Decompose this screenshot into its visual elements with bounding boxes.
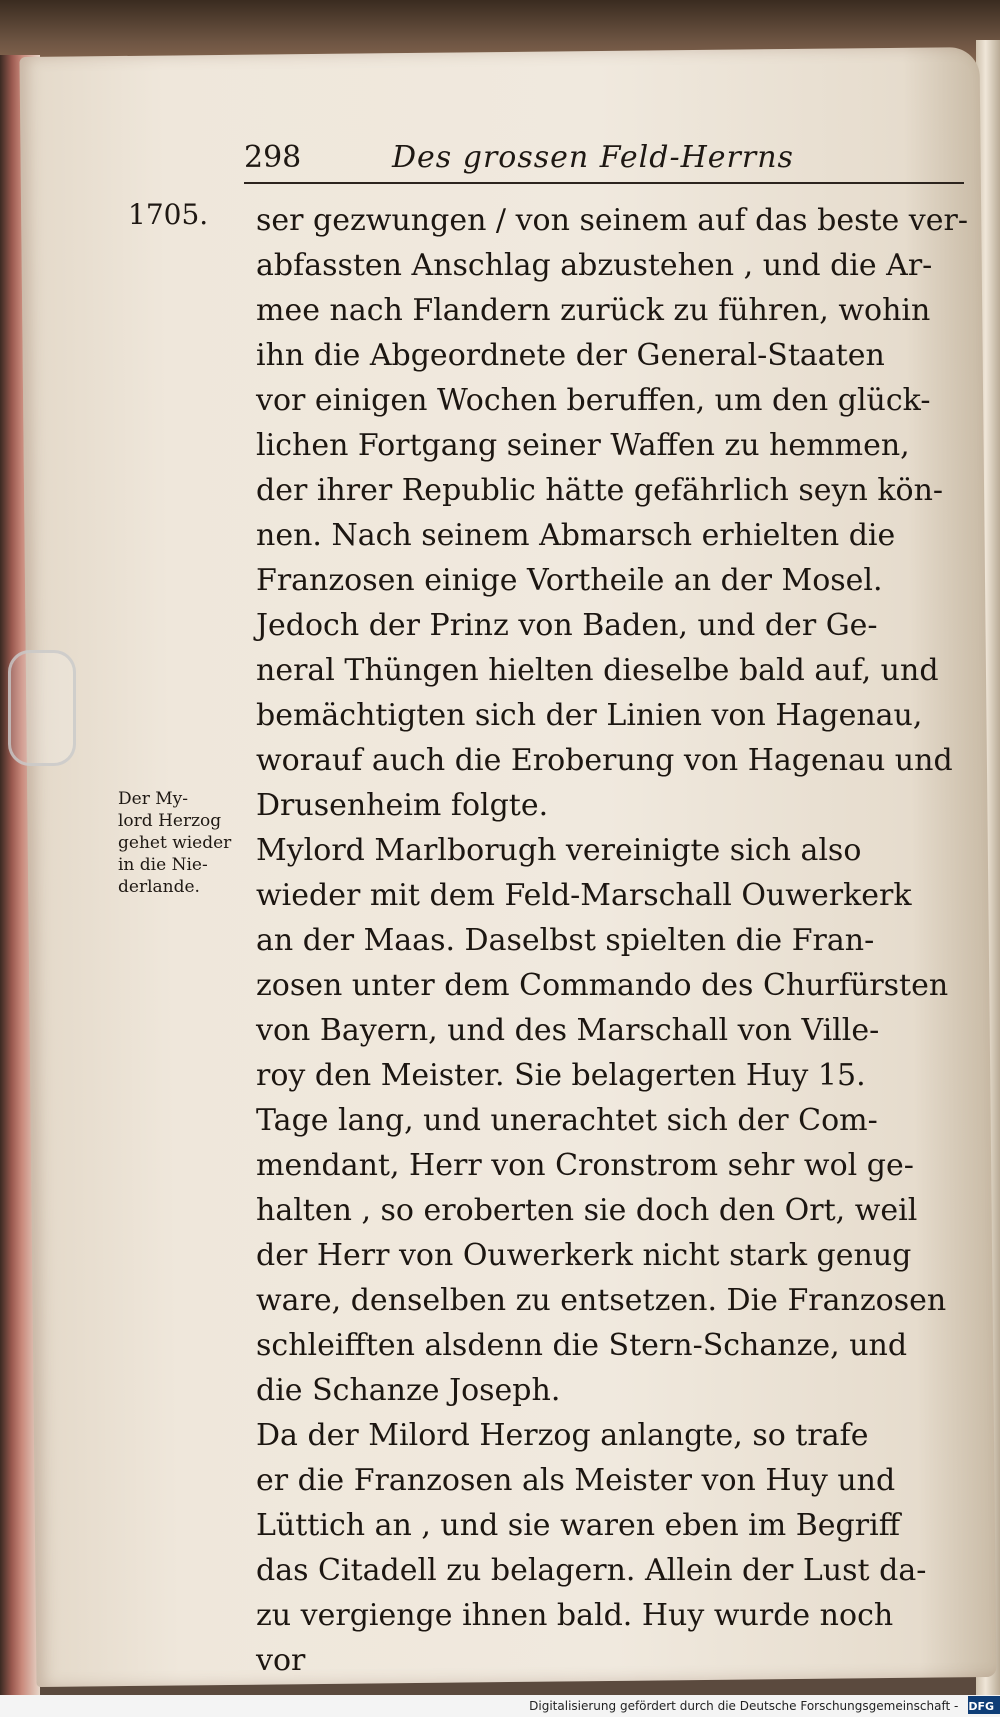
text-line: vor — [256, 1643, 306, 1678]
page-number: 298 — [244, 140, 302, 175]
text-line: mendant, Herr von Cronstrom sehr wol ge- — [256, 1148, 914, 1183]
text-line: zu vergienge ihnen bald. Huy wurde noch — [256, 1598, 894, 1633]
text-line: Franzosen einige Vortheile an der Mosel. — [256, 563, 883, 598]
text-line: Drusenheim folgte. — [256, 788, 549, 823]
text-line: abfassten Anschlag abzustehen , und die Ar- — [256, 248, 933, 283]
text-line: nen. Nach seinem Abmarsch erhielten die — [256, 518, 896, 553]
text-line: er die Franzosen als Meister von Huy und — [256, 1463, 896, 1498]
running-head: Des grossen Feld-Herrns — [392, 140, 794, 175]
text-line: halten , so eroberten sie doch den Ort, weil — [256, 1193, 918, 1228]
margin-note-line: gehet wieder — [118, 833, 232, 853]
text-line: vor einigen Wochen beruffen, um den glück- — [256, 383, 931, 418]
margin-year: 1705. — [128, 198, 209, 231]
text-line: ihn die Abgeordnete der General-Staaten — [256, 338, 885, 373]
text-line: Da der Milord Herzog anlangte, so trafe — [256, 1418, 869, 1453]
text-line: Lüttich an , und sie waren eben im Begriff — [256, 1508, 901, 1543]
page-header — [244, 138, 964, 184]
text-line: schleifften alsdenn die Stern-Schanze, und — [256, 1328, 908, 1363]
margin-note — [118, 788, 253, 898]
footer-credit: Digitalisierung gefördert durch die Deutsche Forschungsgemeinschaft - — [529, 1699, 959, 1713]
text-line: bemächtigten sich der Linien von Hagenau, — [256, 698, 923, 733]
text-line: Mylord Marlborugh vereinigte sich also — [256, 833, 862, 868]
margin-note-line: lord Herzog — [118, 811, 222, 831]
text-line: roy den Meister. Sie belagerten Huy 15. — [256, 1058, 866, 1093]
body-text — [256, 198, 968, 1683]
text-line: wieder mit dem Feld-Marschall Ouwerkerk — [256, 878, 912, 913]
text-line: der ihrer Republic hätte gefährlich seyn kön- — [256, 473, 944, 508]
text-line: worauf auch die Eroberung von Hagenau und — [256, 743, 953, 778]
text-line: der Herr von Ouwerkerk nicht stark genug — [256, 1238, 912, 1273]
page-clip — [8, 650, 76, 766]
margin-note-line: in die Nie- — [118, 855, 208, 875]
dfg-logo: DFG — [968, 1696, 1000, 1714]
text-line: das Citadell zu belagern. Allein der Lust da- — [256, 1553, 927, 1588]
margin-note-line: Der My- — [118, 789, 188, 809]
margin-note-line: derlande. — [118, 877, 200, 897]
footer-bar — [0, 1695, 1000, 1717]
text-line: mee nach Flandern zurück zu führen, wohin — [256, 293, 931, 328]
text-line: ware, denselben zu entsetzen. Die Franzosen — [256, 1283, 947, 1318]
text-line: an der Maas. Daselbst spielten die Fran- — [256, 923, 875, 958]
text-line: Jedoch der Prinz von Baden, und der Ge- — [256, 608, 878, 643]
text-line: Tage lang, und unerachtet sich der Com- — [256, 1103, 878, 1138]
text-line: neral Thüngen hielten dieselbe bald auf, und — [256, 653, 939, 688]
text-line: die Schanze Joseph. — [256, 1373, 561, 1408]
text-line: von Bayern, und des Marschall von Ville- — [256, 1013, 880, 1048]
text-line: zosen unter dem Commando des Churfürsten — [256, 968, 949, 1003]
text-line: ser gezwungen / von seinem auf das beste ver- — [256, 203, 968, 238]
text-line: lichen Fortgang seiner Waffen zu hemmen, — [256, 428, 910, 463]
